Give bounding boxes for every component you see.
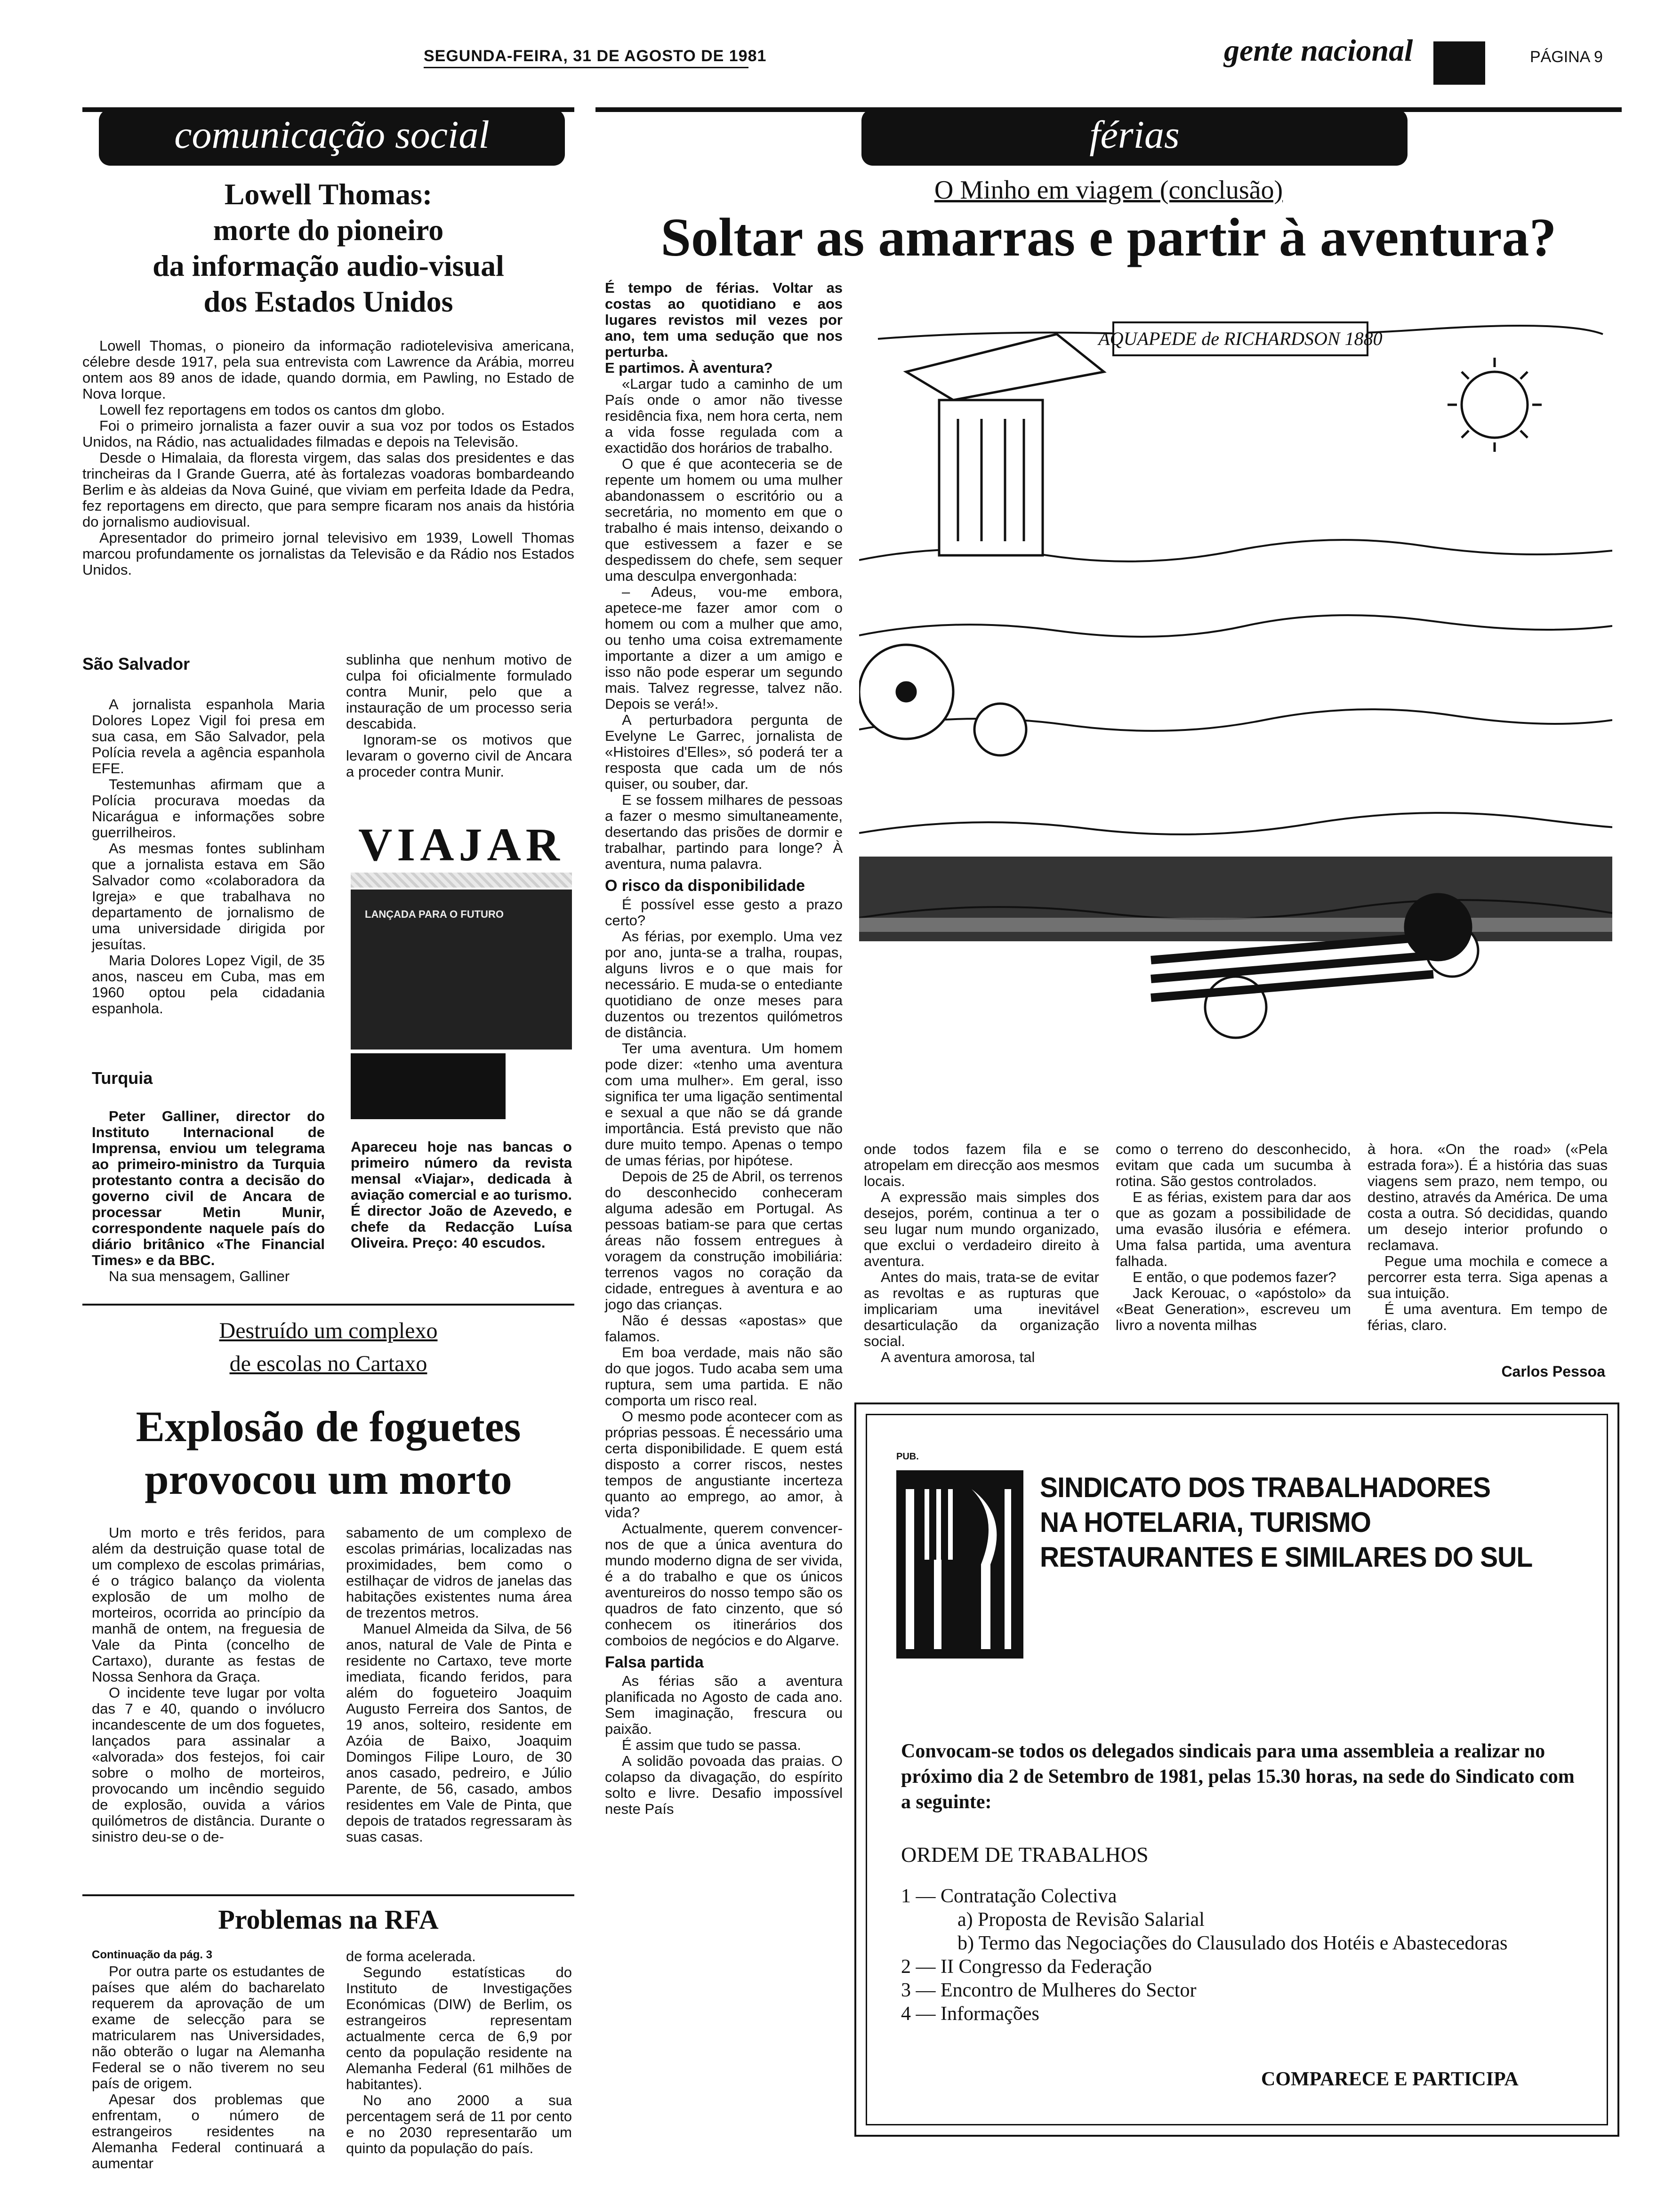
- sindicato-convocation: Convocam-se todos os delegados sindicais para uma assembleia a realizar no próximo dia 2 de Setembro de 1981, pelas 15.30 horas, na sede do Sindicato com a seguinte:: [901, 1740, 1575, 1813]
- rfa-title: Problemas na RFA: [218, 1904, 439, 1935]
- minho-paragraph: As férias são a aventura planificada no Agosto de cada ano. Sem imaginação, frescura ou paixão.: [605, 1673, 843, 1737]
- rfa-paragraph: No ano 2000 a sua percentagem será de 11 por cento e no 2030 representarão um quinto da população do país.: [346, 2092, 572, 2156]
- minho-paragraph: Em boa verdade, mais não são do que jogos. Tudo acaba sem uma ruptura, sem uma partida. E não comporta um risco real.: [605, 1344, 843, 1409]
- minho-paragraph: Ter uma aventura. Um homem pode dizer: «tenho uma aventura com uma mulher». Em geral, isso significa ter uma ligação sentimental e sexual a que não se dá grande importância. Está previsto que não dure muito tempo. Apenas o tempo de umas férias, por hipótese.: [605, 1040, 843, 1169]
- minho-headline: Soltar as amarras e partir à aventura?: [660, 208, 1557, 268]
- ordem-item: 3 — Encontro de Mulheres do Sector: [901, 1980, 1197, 2001]
- minho-lead: E partimos. À aventura?: [605, 360, 773, 376]
- minho-paragraph: «Largar tudo a caminho de um País onde o amor não tivesse residência fixa, nem hora certa, nem a vida fosse regulada com a exactidão dos horários de trabalho.: [605, 376, 843, 456]
- minho-paragraph: A aventura amorosa, tal: [881, 1349, 1035, 1365]
- ordem-item: 2 — II Congresso da Federação: [901, 1956, 1152, 1978]
- lowell-headline-line-3: da informação audio-visual: [153, 249, 504, 282]
- minho-paragraph: Depois de 25 de Abril, os terrenos do desconhecido conheceram alguma adesão em Portugal. As pessoas batiam-se para que certas áreas não fossem entregues à voragem da construção imobiliária: terrenos vagos no coração da cidade, entregues à aventura e ao jogo das crianças.: [605, 1168, 843, 1313]
- sindicato-title-line-1: SINDICATO DOS TRABALHADORES: [1040, 1472, 1491, 1503]
- cutlery-logo-graphic: [896, 1470, 1023, 1659]
- minho-paragraph: O mesmo pode acontecer com as próprias pessoas. É necessário uma certa disponibilidade. E quem está disposto a correr riscos, nestes tempos de angustiante incerteza quanto ao emprego, ao amor, à vida?: [605, 1408, 843, 1521]
- minho-col-a: [605, 280, 843, 1817]
- minho-paragraph: A perturbadora pergunta de Evelyne Le Garrec, jornalista de «Histoires d'Elles», só poderá ter a resposta que cada um de nós quiser, ou souber, dar.: [605, 712, 843, 792]
- minho-paragraph: A expressão mais simples dos desejos, porém, continua a ter o seu lugar num mundo organizado, que exclui o verdadeiro direito à aventura.: [864, 1189, 1099, 1269]
- minho-paragraph: – Adeus, vou-me embora, apetece-me fazer amor com o homem ou com a mulher que amo, ou tenho uma coisa extremamente importante a dizer a um amigo e isso não pode esperar um segundo mais. Talvez regresse, talvez não. Depois se verá!».: [605, 584, 843, 712]
- cutlery-logo-icon: [896, 1470, 1023, 1659]
- minho-paragraph: E se fossem milhares de pessoas a fazer o mesmo simultaneamente, desertando das prisões de dormir e trabalhar, partindo para longe? À aventura, numa palavra.: [605, 792, 843, 872]
- header-rule: [424, 67, 748, 68]
- minho-paragraph: As férias, por exemplo. Uma vez por ano, junta-se a tralha, roupas, alguns livros e o que mais for necessário. E muda-se o entediante quotidiano de onze meses para duzentos ou trezentos quilómetros de distância.: [605, 928, 843, 1041]
- minho-paragraph: Não é dessas «apostas» que falamos.: [605, 1312, 843, 1345]
- lowell-paragraph: Foi o primeiro jornalista a fazer ouvir a sua voz por todos os Estados Unidos, na Rádio, nas actualidades filmadas e depois na Televisão.: [82, 417, 574, 450]
- minho-paragraph: Jack Kerouac, o «apóstolo» da «Beat Generation», escreveu um livro a noventa milhas: [1116, 1285, 1351, 1333]
- sao-salvador-body: [92, 697, 325, 1017]
- cartaxo-kicker-1: Destruído um complexo: [219, 1318, 438, 1343]
- minho-lead: É tempo de férias. Voltar as costas ao quotidiano e aos lugares revistos mil vezes por ano, tem uma sedução que nos perturba.: [605, 280, 843, 360]
- masthead: gente nacional: [1224, 33, 1413, 68]
- illustration-caption: AQUAPEDE de RICHARDSON 1880: [1098, 328, 1383, 349]
- minho-paragraph: É assim que tudo se passa.: [622, 1737, 801, 1753]
- minho-col-b: [864, 1141, 1099, 1365]
- cartaxo-rule: [82, 1304, 574, 1306]
- turquia-title: Turquia: [92, 1068, 153, 1088]
- cartaxo-headline-line-1: Explosão de foguetes: [136, 1403, 521, 1451]
- cartaxo-headline: [82, 1400, 574, 1506]
- minho-paragraph: É possível esse gesto a prazo certo?: [605, 896, 843, 929]
- minho-paragraph: como o terreno do desconhecido, evitam que cada um sucumba à rotina. São gestos controlados.: [1116, 1141, 1351, 1189]
- minho-paragraph: Pegue uma mochila e comece a percorrer esta terra. Siga apenas a sua intuição.: [1367, 1253, 1608, 1301]
- rfa-paragraph: Apesar dos problemas que enfrentam, o número de estrangeiros residentes na Alemanha Federal continuará a aumentar: [92, 2091, 325, 2172]
- sindicato-advert: [854, 1403, 1619, 2137]
- cartaxo-col-1: [92, 1525, 325, 1845]
- viajar-logo: VIAJAR: [358, 818, 564, 871]
- page-number: PÁGINA 9: [1530, 48, 1603, 66]
- sindicato-title: [1040, 1470, 1532, 1575]
- viajar-cover-caption: LANÇADA PARA O FUTURO: [365, 908, 504, 920]
- aquapede-illustration: [859, 278, 1612, 1125]
- sao-salvador-paragraph: Testemunhas afirmam que a Polícia procurava moedas da Nicarágua e informações sobre guerrilheiros.: [92, 776, 325, 841]
- lowell-paragraph: Apresentador do primeiro jornal televisivo em 1939, Lowell Thomas marcou profundamente os jornalistas da Televisão e da Rádio nos Estados Unidos.: [82, 529, 574, 578]
- viajar-magazine-cover: [351, 819, 572, 1130]
- viajar-cover-band: [351, 873, 572, 888]
- minho-col-c: [1116, 1141, 1351, 1333]
- pub-label: PUB.: [896, 1451, 919, 1462]
- viajar-cover-ad: [351, 1053, 506, 1119]
- cartaxo-kicker-2: de escolas no Cartaxo: [229, 1351, 427, 1376]
- cartaxo-paragraph: Um morto e três feridos, para além da destruição quase total de um complexo de escolas primárias, é o trágico balanço da violenta explosão de um molho de morteiros, ocorrida ao princípio da manhã de ontem, na freguesia de Vale da Pinta (concelho de Cartaxo), durante as festas de Nossa Senhora da Graça.: [92, 1524, 325, 1685]
- cartaxo-paragraph: O incidente teve lugar por volta das 7 e 40, quando o invólucro incandescente de um dos foguetes, lançados para assinalar a «alvorada» dos festejos, foi cair sobre o molho de morteiros, provocando um incêndio seguido de explosão, ouvida a vários quilómetros de distância. Durante o sinistro deu-se o de-: [92, 1684, 325, 1845]
- cartaxo-paragraph: Manuel Almeida da Silva, de 56 anos, natural de Vale de Pinta e residente no Cartaxo, teve morte imediata, ficando feridos, para além do fogueteiro Joaquim Augusto Ferreira dos Santos, de 19 anos, solteiro, residente em Azóia de Baixo, Joaquim Domingos Filipe Louro, de 30 anos casado, pedreiro, e Júlio Parente, de 56, casado, ambos residentes em Vale de Pinta, que depois de tratados regressaram às suas casas.: [346, 1620, 572, 1845]
- rfa-paragraph: de forma acelerada.: [346, 1948, 476, 1964]
- lowell-headline-line-2: morte do pioneiro: [213, 213, 444, 247]
- minho-paragraph: à hora. «On the road» («Pela estrada fora»). É a história das suas viagens sem prazo, nem tempo, ou destino, através da América. De uma costa a outra. Só decididas, quando um desejo interior profundo o reclamava.: [1367, 1141, 1608, 1253]
- viajar-caption: Apareceu hoje nas bancas o primeiro número da revista mensal «Viajar», dedicada à aviação comercial e ao turismo. É director João de Azevedo, e chefe da Redacção Luísa Oliveira. Preço: 40 escudos.: [351, 1138, 572, 1251]
- lowell-paragraph: Lowell Thomas, o pioneiro da informação radiotelevisiva americana, célebre desde 1917, pela sua entrevista com Lawrence da Arábia, morreu ontem aos 89 anos de idade, quando dormia, em Pawling, no Estado de Nova Iorque.: [82, 337, 574, 402]
- munir-continuation: [346, 652, 572, 780]
- minho-paragraph: Actualmente, querem convencer-nos de que a única aventura do mundo moderno digna de ser vivida, é a do trabalho e que os únicos aventureiros do nosso tempo são os quadros de fato cinzento, que só conhecem os itinerários dos comboios de negócios e do Algarve.: [605, 1520, 843, 1649]
- sao-salvador-paragraph: As mesmas fontes sublinham que a jornalista estava em São Salvador como «colaboradora da Igreja» e que trabalhava no departamento de jornalismo de uma universidade dirigida por jesuítas.: [92, 840, 325, 953]
- minho-col-d: [1367, 1141, 1608, 1333]
- section-banner-comunicacao: comunicação social: [99, 109, 565, 166]
- ordem-list: [901, 1884, 1579, 2026]
- sao-salvador-paragraph: A jornalista espanhola Maria Dolores Lopez Vigil foi presa em sua casa, em São Salvador, pela Polícia revela a agência espanhola EFE.: [92, 696, 325, 777]
- lowell-paragraph: Desde o Himalaia, da floresta virgem, das salas dos presidentes e das trincheiras da I Grande Guerra, até às fortalezas voadoras bombardeando Berlim e às aldeias da Nova Guiné, que viviam em perfeita Idade da Pedra, fez reportagens em directo, que para sempre ficaram nos anais da história do jornalismo audiovisual.: [82, 449, 574, 530]
- sao-salvador-title: São Salvador: [82, 654, 190, 673]
- falsa-partida-title: Falsa partida: [605, 1653, 704, 1671]
- viajar-cover-photo: [351, 890, 572, 1050]
- aquapede-drawing: [859, 278, 1612, 1125]
- masthead-logo-icon: [1433, 41, 1485, 85]
- lowell-article-body: [82, 338, 574, 578]
- turquia-paragraph-bold: Peter Galliner, director do Instituto Internacional de Imprensa, enviou um telegrama ao primeiro-ministro da Turquia protestanto contra a decisão do governo civil de Ancara de processar Metin Munir, correspondente naquele país do diário britânico «The Financial Times» e da BBC.: [92, 1108, 325, 1268]
- lowell-headline: [82, 176, 574, 320]
- ordem-item: 1 — Contratação Colectiva: [901, 1885, 1117, 1907]
- sao-salvador-paragraph: Maria Dolores Lopez Vigil, de 35 anos, nasceu em Cuba, mas em 1960 optou pela cidadania espanhola.: [92, 952, 325, 1017]
- lowell-paragraph: Lowell fez reportagens em todos os cantos dm globo.: [99, 401, 445, 418]
- sindicato-title-line-3: RESTAURANTES E SIMILARES DO SUL: [1040, 1541, 1533, 1573]
- lowell-headline-line-1: Lowell Thomas:: [224, 177, 433, 211]
- ordem-item: b) Termo das Negociações do Clausulado dos Hotéis e Abastecedoras: [957, 1932, 1508, 1954]
- minho-paragraph: E então, o que podemos fazer?: [1133, 1269, 1336, 1285]
- minho-paragraph: É uma aventura. Em tempo de férias, claro.: [1367, 1301, 1608, 1333]
- rfa-col-1: [92, 1964, 325, 2172]
- turquia-paragraph: Na sua mensagem, Galliner: [109, 1268, 290, 1284]
- minho-paragraph: A solidão povoada das praias. O colapso da divagação, do espírito solto e livre. Desafio impossível neste País: [605, 1753, 843, 1817]
- risco-title: O risco da disponibilidade: [605, 877, 805, 895]
- minho-author: Carlos Pessoa: [1501, 1363, 1605, 1380]
- ordem-item: a) Proposta de Revisão Salarial: [957, 1909, 1205, 1931]
- sindicato-footer: COMPARECE E PARTICIPA: [1261, 2068, 1519, 2090]
- page-date: SEGUNDA-FEIRA, 31 DE AGOSTO DE 1981: [424, 47, 767, 65]
- minho-paragraph: onde todos fazem fila e se atropelam em direcção aos mesmos locais.: [864, 1141, 1099, 1189]
- minho-paragraph: E as férias, existem para dar aos que as gozam a possibilidade de uma evasão ilusória e efémera. Uma falsa partida, uma aventura falhada.: [1116, 1189, 1351, 1269]
- minho-kicker: O Minho em viagem (conclusão): [934, 176, 1283, 205]
- rfa-paragraph: Segundo estatísticas do Instituto de Investigações Económicas (DIW) de Berlim, os estrangeiros representam actualmente cerca de 6,9 por cento da população residente na Alemanha Federal (61 milhões de habitantes).: [346, 1964, 572, 2092]
- section-banner-ferias: férias: [861, 109, 1408, 166]
- rfa-col-2: [346, 1948, 572, 2156]
- ordem-trabalhos: ORDEM DE TRABALHOS: [901, 1843, 1149, 1867]
- munir-paragraph: sublinha que nenhum motivo de culpa foi oficialmente formulado contra Munir, pelo que a instauração de um processo seria descabida.: [346, 651, 572, 732]
- rfa-continuation: Continuação da pág. 3: [92, 1948, 213, 1961]
- cartaxo-headline-line-2: provocou um morto: [145, 1455, 512, 1503]
- turquia-body: [92, 1108, 325, 1284]
- minho-paragraph: Antes do mais, trata-se de evitar as revoltas e as rupturas que implicariam uma inevitável desarticulação da organização social.: [864, 1269, 1099, 1349]
- ordem-item: 4 — Informações: [901, 2003, 1039, 2025]
- rfa-rule: [82, 1894, 574, 1896]
- munir-paragraph: Ignoram-se os motivos que levaram o governo civil de Ancara a proceder contra Munir.: [346, 731, 572, 780]
- rfa-paragraph: Por outra parte os estudantes de países que além do bacharelato requerem da aprovação de um exame de selecção para se matricularem nas Universidades, não obterão o lugar na Alemanha Federal se o não tiverem no seu país de origem.: [92, 1963, 325, 2092]
- sindicato-title-line-2: NA HOTELARIA, TURISMO: [1040, 1507, 1371, 1538]
- cartaxo-paragraph: sabamento de um complexo de escolas primárias, localizadas nas proximidades, bem como o estilhaçar de vidros de janelas das habitações existentes numa área de trezentos metros.: [346, 1524, 572, 1621]
- minho-paragraph: O que é que aconteceria se de repente um homem ou uma mulher abandonassem o escritório ou a secretária, no momento em que o trabalho é mais intenso, deixando o que estivessem a fazer e se despedissem do chefe, sem sequer uma desculpa envergonhada:: [605, 456, 843, 584]
- cartaxo-col-2: [346, 1525, 572, 1845]
- lowell-headline-line-4: dos Estados Unidos: [203, 285, 453, 318]
